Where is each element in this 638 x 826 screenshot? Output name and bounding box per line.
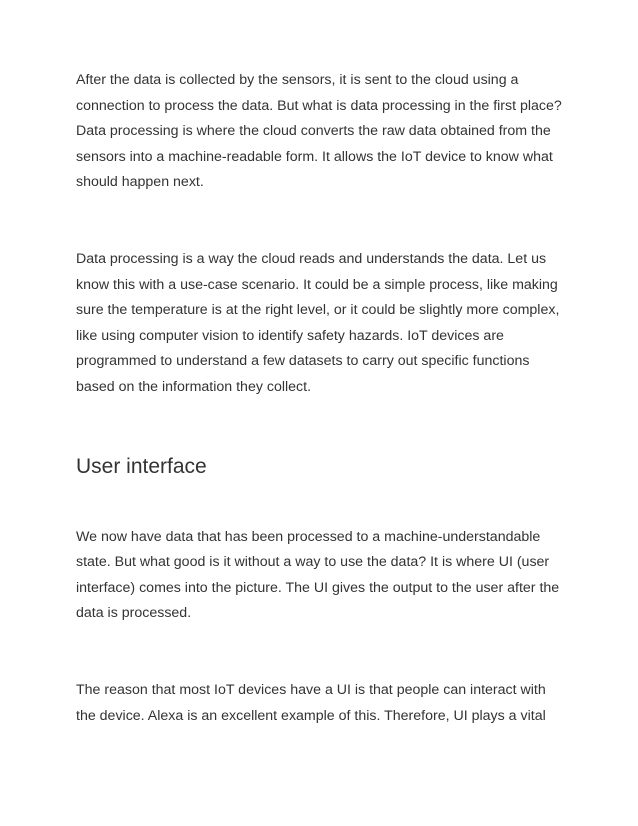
text-line: We now have data that has been processed to a machine-understandable [76,528,541,545]
text-line: sure the temperature is at the right level, or it could be slightly more complex, [76,302,560,319]
text-line: Data processing is where the cloud converts the raw data obtained from the [76,123,551,140]
text-line: should happen next. [76,174,204,191]
paragraph-ui-intro [76,525,576,627]
paragraph-data-collection [76,68,576,196]
text-line: know this with a use-case scenario. It could be a simple process, like making [76,276,558,293]
text-line: The reason that most IoT devices have a UI is that people can interact with [76,681,546,698]
text-line: based on the information they collect. [76,378,312,395]
document-page [76,68,576,729]
paragraph-data-processing [76,247,576,401]
text-line: sensors into a machine-readable form. It allows the IoT device to know what [76,148,553,165]
text-line: like using computer vision to identify safety hazards. IoT devices are [76,327,504,344]
paragraph-ui-reason [76,678,576,729]
text-line: data is processed. [76,605,192,622]
text-line: Data processing is a way the cloud reads and understands the data. Let us [76,250,547,267]
text-line: connection to process the data. But what is data processing in the first place? [76,97,562,114]
text-line: interface) comes into the picture. The UI gives the output to the user after the [76,579,560,596]
text-line: state. But what good is it without a way to use the data? It is where UI (user [76,554,550,571]
text-line: programmed to understand a few datasets to carry out specific functions [76,353,530,370]
text-line: the device. Alexa is an excellent example of this. Therefore, UI plays a vital [76,707,546,724]
text-line: After the data is collected by the sensors, it is sent to the cloud using a [76,72,519,88]
section-heading: User interface [76,454,207,478]
